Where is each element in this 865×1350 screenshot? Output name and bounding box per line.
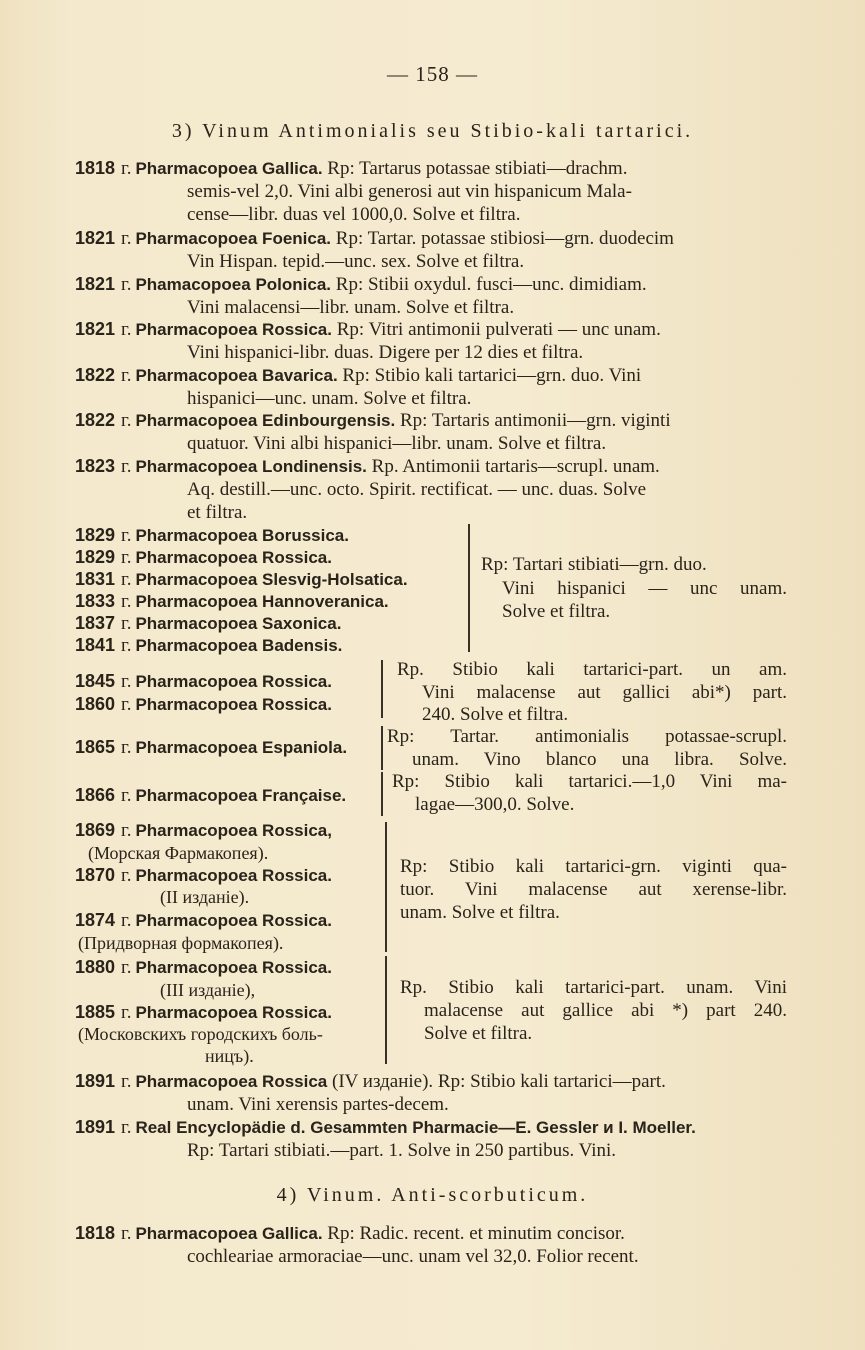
entry-text-cont: Vini malacensi—libr. unam. Solve et filtra. — [187, 297, 515, 318]
entry-text: Rp: Tartarus potassae stibiati—drachm. — [327, 158, 628, 179]
entry-text: Rp: Tartar. potassae stibiosi—grn. duodecim — [335, 228, 674, 249]
entry-1818-gallica: 1818 г. Pharmacopoea Gallica. Rp: Tartarus potassae stibiati—drachm. semis-vel 2,0. Vini albi generosi aut vin hispanicum Mala- cense—libr. duas vel 1000,0. Solve et filtra. — [75, 157, 787, 226]
group-recipe: malacense aut gallice abi *) part 240. — [424, 1000, 787, 1021]
entry-pharmacopoea: Pharmacopoea Gallica. — [135, 1224, 323, 1243]
entry-text-cont: semis-vel 2,0. Vini albi generosi aut vin hispanicum Mala- — [187, 181, 632, 202]
entry-1891-real-encyclopadie: 1891 г. Real Encyclopädie d. Gesammten Pharmacie—E. Gessler и I. Moeller. Rp: Tartari stibiati.—part. 1. Solve in 250 partibus. Vini. — [75, 1116, 787, 1162]
group-line: 1866 г. Pharmacopoea Française. — [75, 785, 347, 806]
entry-pharmacopoea: Phamacopoea Polonica. — [135, 275, 332, 294]
entry-year: 1818 — [75, 158, 116, 178]
entry-year: 1818 — [75, 1223, 116, 1243]
section-4-title: 4) Vinum. Anti-scorbuticum. — [276, 1184, 589, 1206]
entry-pharmacopoea: Pharmacopoea Bavarica. — [135, 366, 338, 385]
group-recipe: unam. Solve et filtra. — [400, 902, 560, 923]
entry-text: Rp. Antimonii tartaris—scrupl. unam. — [371, 456, 660, 477]
entry-pharmacopoea: Pharmacopoea Londinensis. — [135, 457, 367, 476]
entry-pharmacopoea: Pharmacopoea Foenica. — [135, 229, 332, 248]
group-recipe: Rp. Stibio kali tartarici-part. unam. Vini — [400, 977, 787, 998]
group-line: 1869 г. Pharmacopoea Rossica, — [75, 820, 332, 841]
entry-text: Rp: Tartaris antimonii—grn. viginti — [399, 410, 671, 431]
entry-text-cont: et filtra. — [187, 502, 248, 523]
group-line: 1845 г. Pharmacopoea Rossica. — [75, 671, 332, 692]
entry-text-cont: quatuor. Vini albi hispanici—libr. unam. Solve et filtra. — [187, 433, 607, 454]
entry-1821-polonica: 1821 г. Phamacopoea Polonica. Rp: Stibii oxydul. fusci—unc. dimidiam. Vini malacensi—libr. unam. Solve et filtra. — [75, 273, 787, 319]
entry-pharmacopoea: Pharmacopoea Gallica. — [135, 159, 323, 178]
entry-text-cont: hispanici—unc. unam. Solve et filtra. — [187, 388, 472, 409]
entry-1822-edinbourgensis: 1822 г. Pharmacopoea Edinbourgensis. Rp: Tartaris antimonii—grn. viginti quatuor. Vini albi hispanici—libr. unam. Solve et filtra. — [75, 409, 787, 455]
group-line: 1874 г. Pharmacopoea Rossica. — [75, 910, 332, 931]
entry-year: 1821 — [75, 228, 116, 248]
entry-1823-londinensis: 1823 г. Pharmacopoea Londinensis. Rp. Antimonii tartaris—scrupl. unam. Aq. destill.—unc. octo. Spirit. rectificat. — unc. duas. Solve et filtra. — [75, 455, 787, 524]
entry-text-cont: unam. Vini xerensis partes-decem. — [187, 1094, 449, 1115]
group-recipe: Solve et filtra. — [424, 1023, 533, 1044]
entry-text-cont: cochleariae armoraciae—unc. unam vel 32,0. Folior recent. — [187, 1246, 639, 1267]
group-line: 1829 г. Pharmacopoea Rossica. — [75, 547, 332, 568]
entry-1822-bavarica: 1822 г. Pharmacopoea Bavarica. Rp: Stibio kali tartarici—grn. duo. Vini hispanici—unc. unam. Solve et filtra. — [75, 364, 787, 410]
entry-year: 1822 — [75, 365, 116, 385]
page-number: — 158 — — [387, 62, 478, 86]
entry-year: 1891 — [75, 1071, 116, 1091]
entry-text: Rp: Radic. recent. et minutim concisor. — [327, 1223, 625, 1244]
entry-text: (IV изданіе). Rp: Stibio kali tartarici—part. — [332, 1071, 666, 1092]
entry-text-cont: Rp: Tartari stibiati.—part. 1. Solve in 250 partibus. Vini. — [187, 1140, 617, 1161]
entry-1818-gallica-anti-scorbuticum: 1818 г. Pharmacopoea Gallica. Rp: Radic. recent. et minutim concisor. cochleariae armoraciae—unc. unam vel 32,0. Folior recent. — [75, 1222, 787, 1268]
group-line: 1831 г. Pharmacopoea Slesvig-Holsatica. — [75, 569, 408, 590]
group-line: 1885 г. Pharmacopoea Rossica. — [75, 1002, 332, 1023]
entry-1891-rossica: 1891 г. Pharmacopoea Rossica (IV изданіе). Rp: Stibio kali tartarici—part. unam. Vini xerensis partes-decem. — [75, 1070, 787, 1116]
group-recipe: 240. Solve et filtra. — [422, 704, 569, 725]
entry-pharmacopoea: Pharmacopoea Edinbourgensis. — [135, 411, 396, 430]
entry-text-cont: Vin Hispan. tepid.—unc. sex. Solve et filtra. — [187, 251, 525, 272]
entry-year: 1821 — [75, 274, 116, 294]
group-subtitle: ницъ). — [205, 1046, 254, 1066]
group-line: 1833 г. Pharmacopoea Hannoveranica. — [75, 591, 389, 612]
brace-line — [381, 726, 383, 770]
entry-text-cont: Vini hispanici-libr. duas. Digere per 12 dies et filtra. — [187, 342, 584, 363]
group-subtitle: (Морская Фармакопея). — [88, 843, 269, 863]
entry-pharmacopoea: Pharmacopoea Rossica. — [135, 320, 332, 339]
group-recipe: tuor. Vini malacense aut xerense-libr. — [400, 879, 787, 900]
group-line: 1841 г. Pharmacopoea Badensis. — [75, 635, 343, 656]
brace-line — [381, 772, 383, 816]
entry-1821-foenica: 1821 г. Pharmacopoea Foenica. Rp: Tartar. potassae stibiosi—grn. duodecim Vin Hispan. tepid.—unc. sex. Solve et filtra. — [75, 227, 787, 273]
brace-line — [381, 660, 383, 718]
group-recipe: Vini hispanici — unc unam. — [502, 578, 787, 599]
group-line: 1865 г. Pharmacopoea Espaniola. — [75, 737, 348, 758]
entry-year: 1823 — [75, 456, 116, 476]
entry-pharmacopoea: Pharmacopoea Rossica — [135, 1072, 328, 1091]
group-subtitle: (Московскихъ городскихъ боль- — [78, 1024, 323, 1044]
entry-text-cont: cense—libr. duas vel 1000,0. Solve et filtra. — [187, 204, 521, 225]
brace-line — [385, 822, 387, 952]
group-subtitle: (III изданіе), — [160, 980, 256, 1000]
entry-text: Rp: Stibio kali tartarici—grn. duo. Vini — [342, 365, 642, 386]
group-subtitle: (Придворная формакопея). — [78, 933, 284, 953]
entry-text-cont: Aq. destill.—unc. octo. Spirit. rectificat. — unc. duas. Solve — [187, 479, 647, 500]
group-recipe: Solve et filtra. — [502, 601, 611, 622]
entry-year: 1891 — [75, 1117, 116, 1137]
entry-text: Rp: Stibii oxydul. fusci—unc. dimidiam. — [335, 274, 647, 295]
group-line: 1829 г. Pharmacopoea Borussica. — [75, 525, 349, 546]
group-recipe: Vini malacense aut gallici abi*) part. — [422, 682, 787, 703]
entry-year: 1822 — [75, 410, 116, 430]
entry-pharmacopoea: Real Encyclopädie d. Gesammten Pharmacie—E. Gessler и I. Moeller. — [135, 1118, 696, 1137]
group-line: 1860 г. Pharmacopoea Rossica. — [75, 694, 332, 715]
group-subtitle: (II изданіе). — [160, 887, 250, 907]
entry-1821-rossica: 1821 г. Pharmacopoea Rossica. Rp: Vitri antimonii pulverati — unc unam. Vini hispanici-libr. duas. Digere per 12 dies et filtra. — [75, 318, 787, 364]
entry-year: 1821 — [75, 319, 116, 339]
group-line: 1880 г. Pharmacopoea Rossica. — [75, 957, 332, 978]
group-line: 1837 г. Pharmacopoea Saxonica. — [75, 613, 342, 634]
section-3-title: 3) Vinum Antimonialis seu Stibio-kali tartarici. — [171, 120, 694, 142]
group-recipe: Rp: Stibio kali tartarici-grn. viginti qua- — [400, 856, 787, 877]
group-recipe: Rp: Tartari stibiati—grn. duo. — [481, 554, 707, 575]
group-recipe: lagae—300,0. Solve. — [415, 794, 575, 815]
group-recipe: Rp. Stibio kali tartarici-part. un am. — [397, 659, 787, 680]
group-recipe: Rp: Tartar. antimonialis potassae-scrupl. — [387, 726, 787, 747]
group-recipe: unam. Vino blanco una libra. Solve. — [412, 749, 787, 770]
brace-line — [468, 524, 470, 652]
group-line: 1870 г. Pharmacopoea Rossica. — [75, 865, 332, 886]
group-recipe: Rp: Stibio kali tartarici.—1,0 Vini ma- — [392, 771, 787, 792]
entry-text: Rp: Vitri antimonii pulverati — unc unam. — [336, 319, 661, 340]
brace-line — [385, 956, 387, 1064]
